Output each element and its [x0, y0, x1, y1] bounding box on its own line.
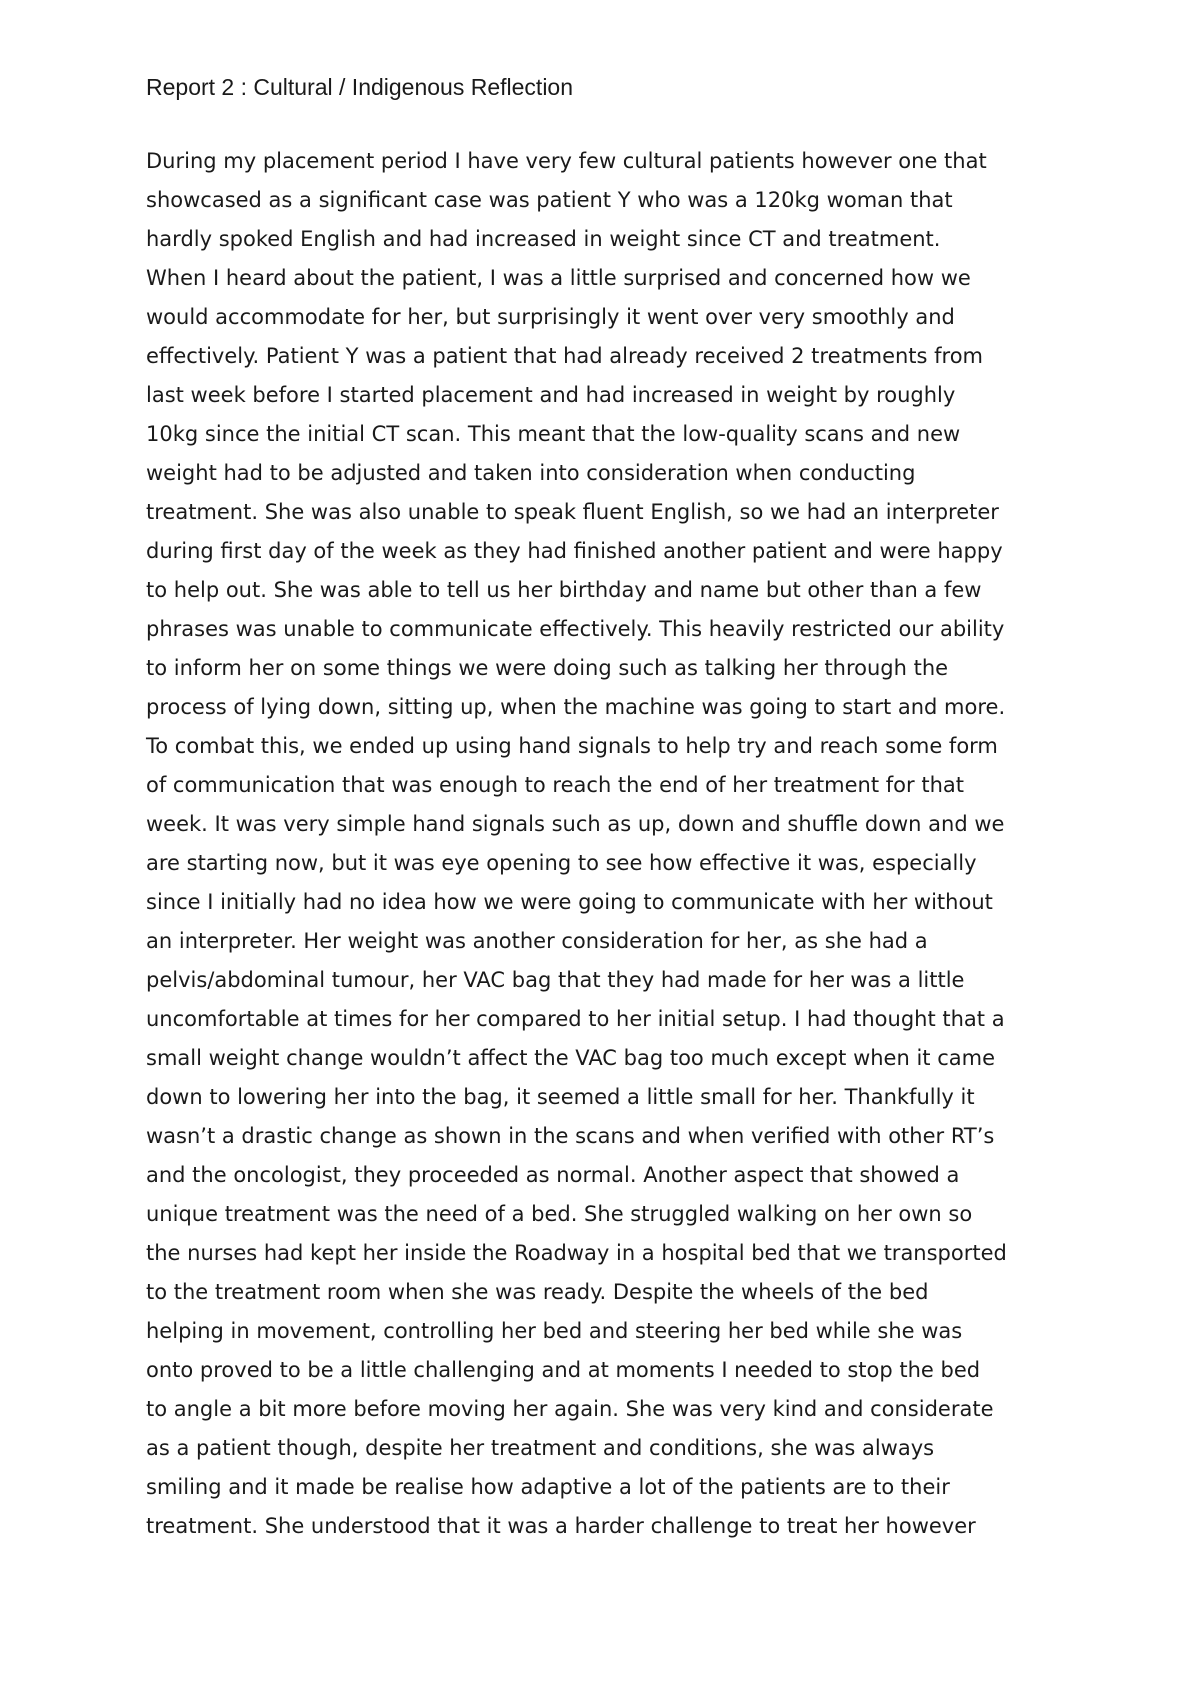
- text-line: onto proved to be a little challenging and at moments I needed to stop the bed: [146, 1358, 981, 1382]
- text-line: as a patient though, despite her treatment and conditions, she was always: [146, 1436, 935, 1460]
- document-body: [146, 142, 1086, 1546]
- text-line: unique treatment was the need of a bed. She struggled walking on her own so: [146, 1202, 973, 1226]
- text-line: process of lying down, sitting up, when the machine was going to start and more.: [146, 695, 1006, 719]
- text-line: during first day of the week as they had finished another patient and were happy: [146, 539, 1003, 563]
- text-line: to help out. She was able to tell us her birthday and name but other than a few: [146, 578, 982, 602]
- text-line: the nurses had kept her inside the Roadway in a hospital bed that we transported: [146, 1241, 1007, 1265]
- text-line: small weight change wouldn’t affect the VAC bag too much except when it came: [146, 1046, 995, 1070]
- text-line: uncomfortable at times for her compared to her initial setup. I had thought that a: [146, 1007, 1005, 1031]
- text-line: wasn’t a drastic change as shown in the scans and when verified with other RT’s: [146, 1124, 995, 1148]
- text-line: last week before I started placement and had increased in weight by roughly: [146, 383, 956, 407]
- text-line: treatment. She understood that it was a harder challenge to treat her however: [146, 1514, 976, 1538]
- text-line: to inform her on some things we were doing such as talking her through the: [146, 656, 949, 680]
- text-line: week. It was very simple hand signals such as up, down and shuffle down and we: [146, 812, 1005, 836]
- text-line: to angle a bit more before moving her again. She was very kind and considerate: [146, 1397, 994, 1421]
- text-line: hardly spoked English and had increased in weight since CT and treatment.: [146, 227, 941, 251]
- text-line: of communication that was enough to reach the end of her treatment for that: [146, 773, 964, 797]
- text-line: would accommodate for her, but surprisingly it went over very smoothly and: [146, 305, 955, 329]
- text-line: since I initially had no idea how we were going to communicate with her without: [146, 890, 993, 914]
- text-line: To combat this, we ended up using hand signals to help try and reach some form: [146, 734, 998, 758]
- text-line: weight had to be adjusted and taken into consideration when conducting: [146, 461, 916, 485]
- text-line: showcased as a significant case was patient Y who was a 120kg woman that: [146, 188, 953, 212]
- text-line: helping in movement, controlling her bed and steering her bed while she was: [146, 1319, 963, 1343]
- text-line: treatment. She was also unable to speak fluent English, so we had an interpreter: [146, 500, 999, 524]
- text-line: an interpreter. Her weight was another consideration for her, as she had a: [146, 929, 928, 953]
- text-line: smiling and it made be realise how adaptive a lot of the patients are to their: [146, 1475, 950, 1499]
- text-line: and the oncologist, they proceeded as normal. Another aspect that showed a: [146, 1163, 960, 1187]
- text-line: phrases was unable to communicate effectively. This heavily restricted our ability: [146, 617, 1005, 641]
- text-line: 10kg since the initial CT scan. This meant that the low-quality scans and new: [146, 422, 961, 446]
- text-line: down to lowering her into the bag, it seemed a little small for her. Thankfully it: [146, 1085, 975, 1109]
- text-line: pelvis/abdominal tumour, her VAC bag that they had made for her was a little: [146, 968, 965, 992]
- text-line: are starting now, but it was eye opening to see how effective it was, especially: [146, 851, 977, 875]
- text-line: When I heard about the patient, I was a little surprised and concerned how we: [146, 266, 971, 290]
- text-line: effectively. Patient Y was a patient that had already received 2 treatments from: [146, 344, 984, 368]
- text-line: to the treatment room when she was ready. Despite the wheels of the bed: [146, 1280, 929, 1304]
- text-line: During my placement period I have very few cultural patients however one that: [146, 149, 987, 173]
- document-title: Report 2 : Cultural / Indigenous Reflection: [146, 74, 574, 100]
